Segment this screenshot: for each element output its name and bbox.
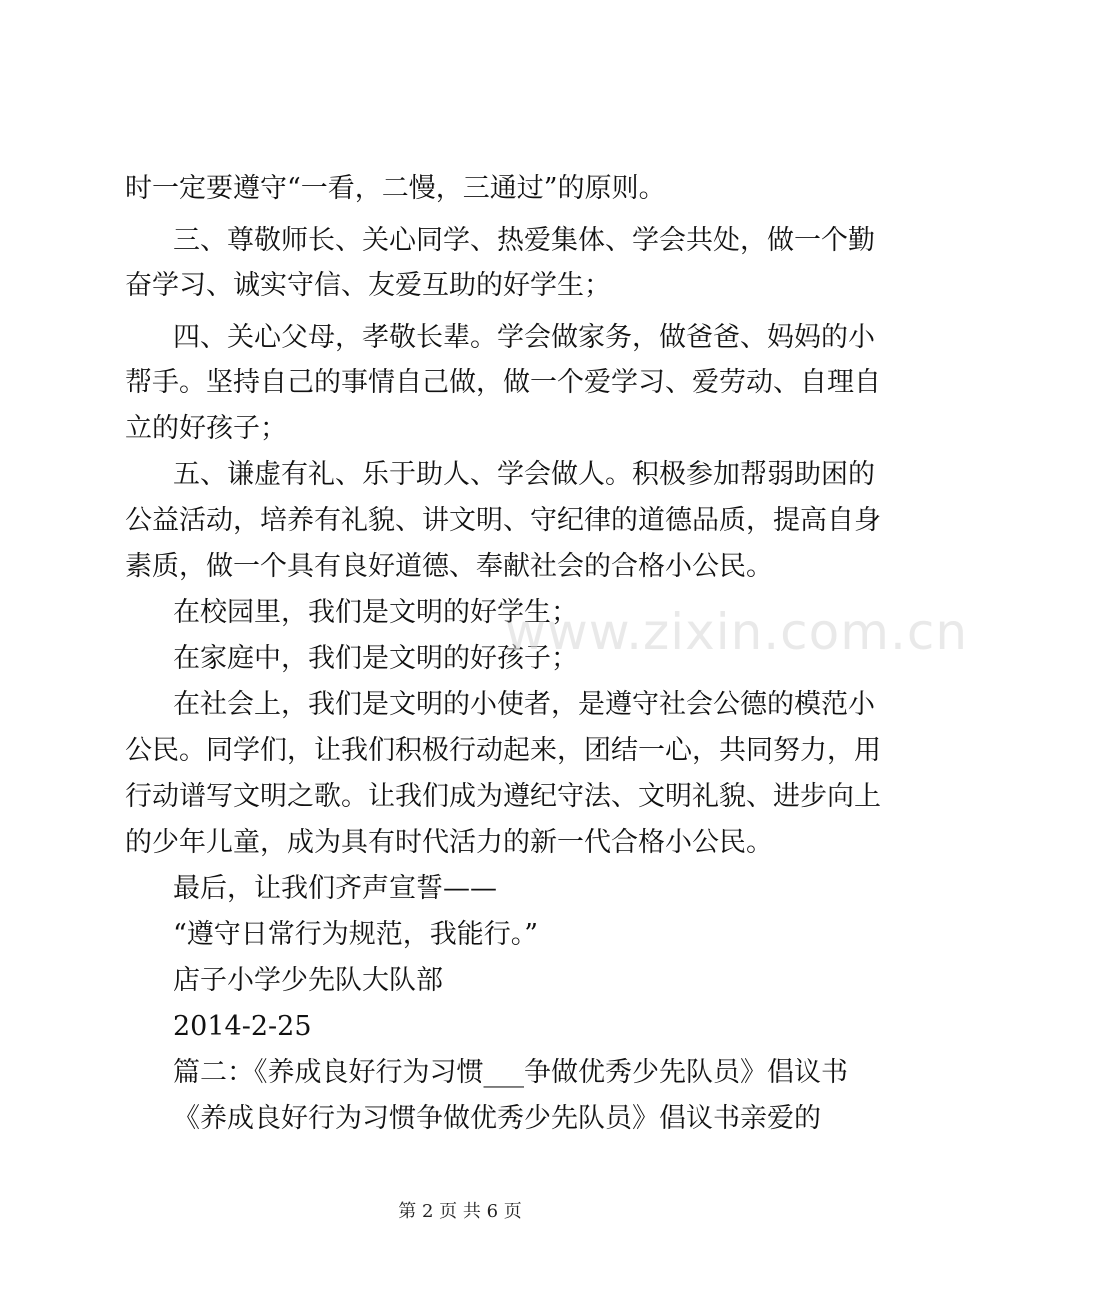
text-line: “遵守日常行为规范，我能行。” (173, 919, 539, 950)
text-line: 的少年儿童，成为具有时代活力的新一代合格小公民。 (125, 827, 773, 858)
watermark: www.zixin.com.cn (505, 603, 969, 661)
text-line: 公益活动，培养有礼貌、讲文明、守纪律的道德品质，提高自身 (125, 505, 881, 536)
text-line: 《养成良好行为习惯争做优秀少先队员》倡议书亲爱的 (173, 1103, 821, 1134)
text-line: 三、尊敬师长、关心同学、热爱集体、学会共处，做一个勤 (173, 225, 875, 256)
text-line: 最后，让我们齐声宣誓—— (173, 873, 497, 904)
text-line: 帮手。坚持自己的事情自己做，做一个爱学习、爱劳动、自理自 (125, 367, 881, 398)
text-line: 在社会上，我们是文明的小使者，是遵守社会公德的模范小 (173, 689, 875, 720)
text-line: 行动谱写文明之歌。让我们成为遵纪守法、文明礼貌、进步向上 (125, 781, 881, 812)
text-line: 在家庭中，我们是文明的好孩子； (173, 643, 578, 674)
section-heading: 篇二：《养成良好行为习惯___争做优秀少先队员》倡议书 (173, 1057, 848, 1088)
text-line: 公民。同学们，让我们积极行动起来，团结一心，共同努力，用 (125, 735, 881, 766)
page-footer: 第 2 页 共 6 页 (398, 1201, 522, 1222)
text-line: 奋学习、诚实守信、友爱互助的好学生； (125, 270, 611, 301)
text-line: 立的好孩子； (125, 413, 287, 444)
text-line: 素质，做一个具有良好道德、奉献社会的合格小公民。 (125, 551, 773, 582)
text-line: 五、谦虚有礼、乐于助人、学会做人。积极参加帮弱助困的 (173, 459, 875, 490)
text-line: 时一定要遵守“一看，二慢，三通过”的原则。 (125, 173, 666, 204)
text-line: 在校园里，我们是文明的好学生； (173, 597, 578, 628)
text-line: 四、关心父母，孝敬长辈。学会做家务，做爸爸、妈妈的小 (173, 322, 875, 353)
date-line: 2014-2-25 (173, 1011, 312, 1042)
text-line: 店子小学少先队大队部 (173, 965, 443, 996)
